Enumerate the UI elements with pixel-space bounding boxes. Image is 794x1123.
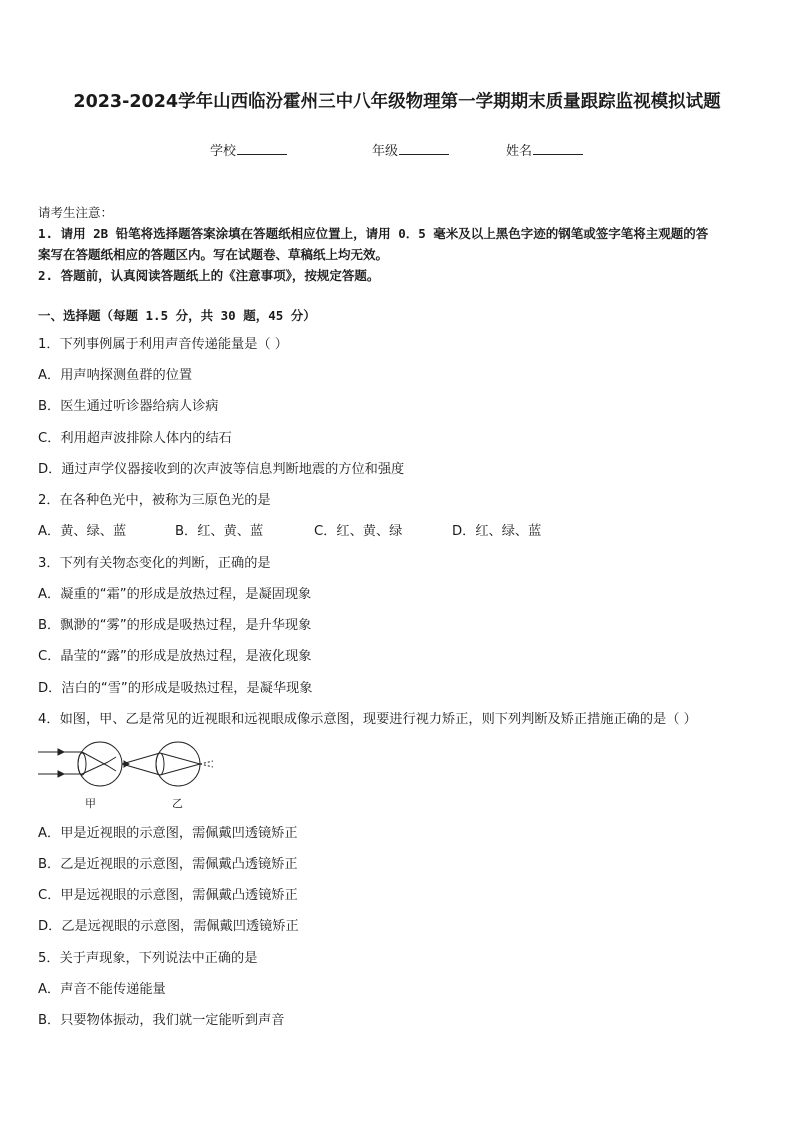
q3-option-d: D．洁白的“雪”的形成是吸热过程，是凝华现象 <box>38 681 313 696</box>
grade-blank <box>399 142 449 155</box>
eye-diagram-yi <box>122 742 213 786</box>
q2-stem: 2．在各种色光中，被称为三原色光的是 <box>38 493 271 508</box>
q1-option-d: D．通过声学仪器接收到的次声波等信息判断地震的方位和强度 <box>38 462 405 477</box>
q3-option-c: C．晶莹的“露”的形成是放热过程，是液化现象 <box>38 649 312 664</box>
lens-yi <box>156 753 164 775</box>
section-heading: 一、选择题（每题 1.5 分，共 30 题，45 分） <box>38 308 316 323</box>
q2-option-d: D．红、绿、蓝 <box>452 524 542 539</box>
q3-stem: 3．下列有关物态变化的判断，正确的是 <box>38 556 271 571</box>
grade-field <box>372 140 449 159</box>
q2-option-a: A．黄、绿、蓝 <box>38 524 127 539</box>
q2-option-c: C．红、黄、绿 <box>314 524 403 539</box>
figure-label-jia: 甲 <box>85 797 96 810</box>
eyeball-jia <box>78 742 122 786</box>
q4-option-d: D．乙是远视眼的示意图，需佩戴凹透镜矫正 <box>38 919 299 934</box>
grade-label: 年级 <box>372 144 399 159</box>
figure-label-yi: 乙 <box>172 797 183 810</box>
q4-option-b: B．乙是近视眼的示意图，需佩戴凸透镜矫正 <box>38 857 298 872</box>
name-label: 姓名 <box>506 144 533 159</box>
q2-option-b: B．红、黄、蓝 <box>175 524 264 539</box>
q1-option-c: C．利用超声波排除人体内的结石 <box>38 431 232 446</box>
q5-stem: 5．关于声现象，下列说法中正确的是 <box>38 951 258 966</box>
notice-line-1b: 案写在答题纸相应的答题区内。写在试题卷、草稿纸上均无效。 <box>38 247 389 262</box>
eyeball-yi <box>156 742 200 786</box>
eye-diagram-figure <box>38 740 218 810</box>
notice-line-2: 2. 答题前，认真阅读答题纸上的《注意事项》，按规定答题。 <box>38 268 380 283</box>
q4-option-a: A．甲是近视眼的示意图，需佩戴凹透镜矫正 <box>38 826 298 841</box>
q4-option-c: C．甲是远视眼的示意图，需佩戴凸透镜矫正 <box>38 888 298 903</box>
q2-options <box>38 520 541 539</box>
name-field <box>506 140 583 159</box>
q3-option-a: A．凝重的“霜”的形成是放热过程，是凝固现象 <box>38 587 312 602</box>
q1-option-a: A．用声呐探测鱼群的位置 <box>38 368 193 383</box>
lens-jia <box>78 753 86 775</box>
q5-option-a: A．声音不能传递能量 <box>38 982 166 997</box>
notice-header: 请考生注意： <box>38 205 114 220</box>
school-field <box>210 140 287 159</box>
q3-option-b: B．飘渺的“雾”的形成是吸热过程，是升华现象 <box>38 618 312 633</box>
q4-stem: 4．如图，甲、乙是常见的近视眼和远视眼成像示意图，现要进行视力矫正，则下列判断及矫正措施正确的是（ ） <box>38 712 697 727</box>
notice-line-1a: 1. 请用 2B 铅笔将选择题答案涂填在答题纸相应位置上，请用 0．5 毫米及以上黑色字迹的钢笔或签字笔将主观题的答 <box>38 226 709 241</box>
exam-title: 2023-2024学年山西临汾霍州三中八年级物理第一学期期末质量跟踪监视模拟试题 <box>73 92 721 112</box>
school-label: 学校 <box>210 144 237 159</box>
name-blank <box>533 142 583 155</box>
q1-stem: 1．下列事例属于利用声音传递能量是（ ） <box>38 337 288 352</box>
q1-option-b: B．医生通过听诊器给病人诊病 <box>38 399 219 414</box>
school-blank <box>237 142 287 155</box>
eye-diagram-jia <box>38 742 122 786</box>
q5-option-b: B．只要物体振动，我们就一定能听到声音 <box>38 1013 285 1028</box>
